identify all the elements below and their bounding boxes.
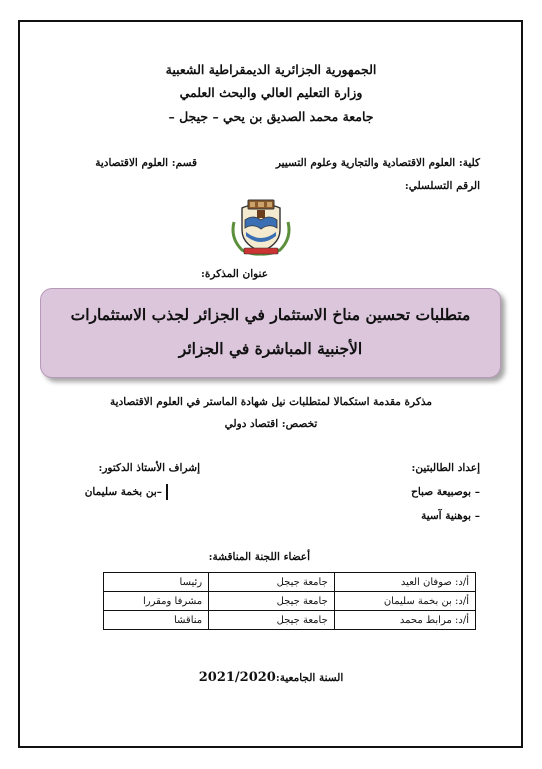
jury-table: [103, 572, 476, 630]
student-name-1: – بوصبيعة صباح: [411, 486, 480, 498]
page-border: [18, 20, 523, 748]
jury-label: أعضاء اللجنة المناقشة:: [208, 551, 310, 563]
jury-member-name: أ/د: مرابط محمد: [334, 611, 475, 630]
faculty-label: كلية: العلوم الاقتصادية والتجارية وعلوم التسيير: [275, 157, 480, 169]
university-emblem-icon: [228, 198, 294, 256]
memo-specialty: تخصص: اقتصاد دولي: [224, 418, 318, 430]
serial-number-label: الرقم التسلسلي:: [404, 180, 480, 192]
jury-member-role: رئيسا: [104, 573, 209, 592]
jury-member-name: أ/د: بن بخمة سليمان: [334, 592, 475, 611]
header-university: جامعة محمد الصديق بن يحي – جيجل –: [168, 109, 374, 124]
memo-purpose: مذكرة مقدمة استكمالا لمتطلبات نيل شهادة الماستر في العلوم الاقتصادية: [110, 396, 432, 408]
memo-title-box: [40, 288, 501, 378]
jury-member-university: جامعة جيجل: [209, 573, 335, 592]
student-name-2: – بوهنية آسية: [421, 510, 480, 522]
memo-title-line2: الأجنبية المباشرة في الجزائر: [178, 339, 363, 358]
jury-member-role: مشرفا ومقررا: [104, 592, 209, 611]
table-row: [104, 573, 476, 592]
header-ministry: وزارة التعليم العالي والبحث العلمي: [179, 85, 363, 100]
table-row: [104, 611, 476, 630]
academic-year-label: السنة الجامعية:: [275, 672, 344, 684]
jury-member-role: مناقشا: [104, 611, 209, 630]
department-label: قسم: العلوم الاقتصادية: [95, 157, 197, 169]
jury-member-university: جامعة جيجل: [209, 592, 335, 611]
memo-title-label: عنوان المذكرة:: [200, 268, 268, 280]
supervisor-label: إشراف الأستاذ الدكتور:: [98, 462, 200, 474]
table-row: [104, 592, 476, 611]
memo-title-line1: متطلبات تحسين مناخ الاستثمار في الجزائر لجذب الاستثمارات: [70, 305, 471, 324]
academic-year: [0, 666, 542, 685]
header-republic: الجمهورية الجزائرية الديمقراطية الشعبية: [165, 62, 377, 77]
academic-year-value: 2021/2020: [198, 670, 276, 685]
students-label: إعداد الطالبتين:: [411, 462, 480, 474]
supervisor-separator: [166, 484, 168, 500]
supervisor-name: –بن بخمة سليمان: [84, 486, 162, 498]
jury-member-university: جامعة جيجل: [209, 611, 335, 630]
jury-member-name: أ/د: صوفان العيد: [334, 573, 475, 592]
